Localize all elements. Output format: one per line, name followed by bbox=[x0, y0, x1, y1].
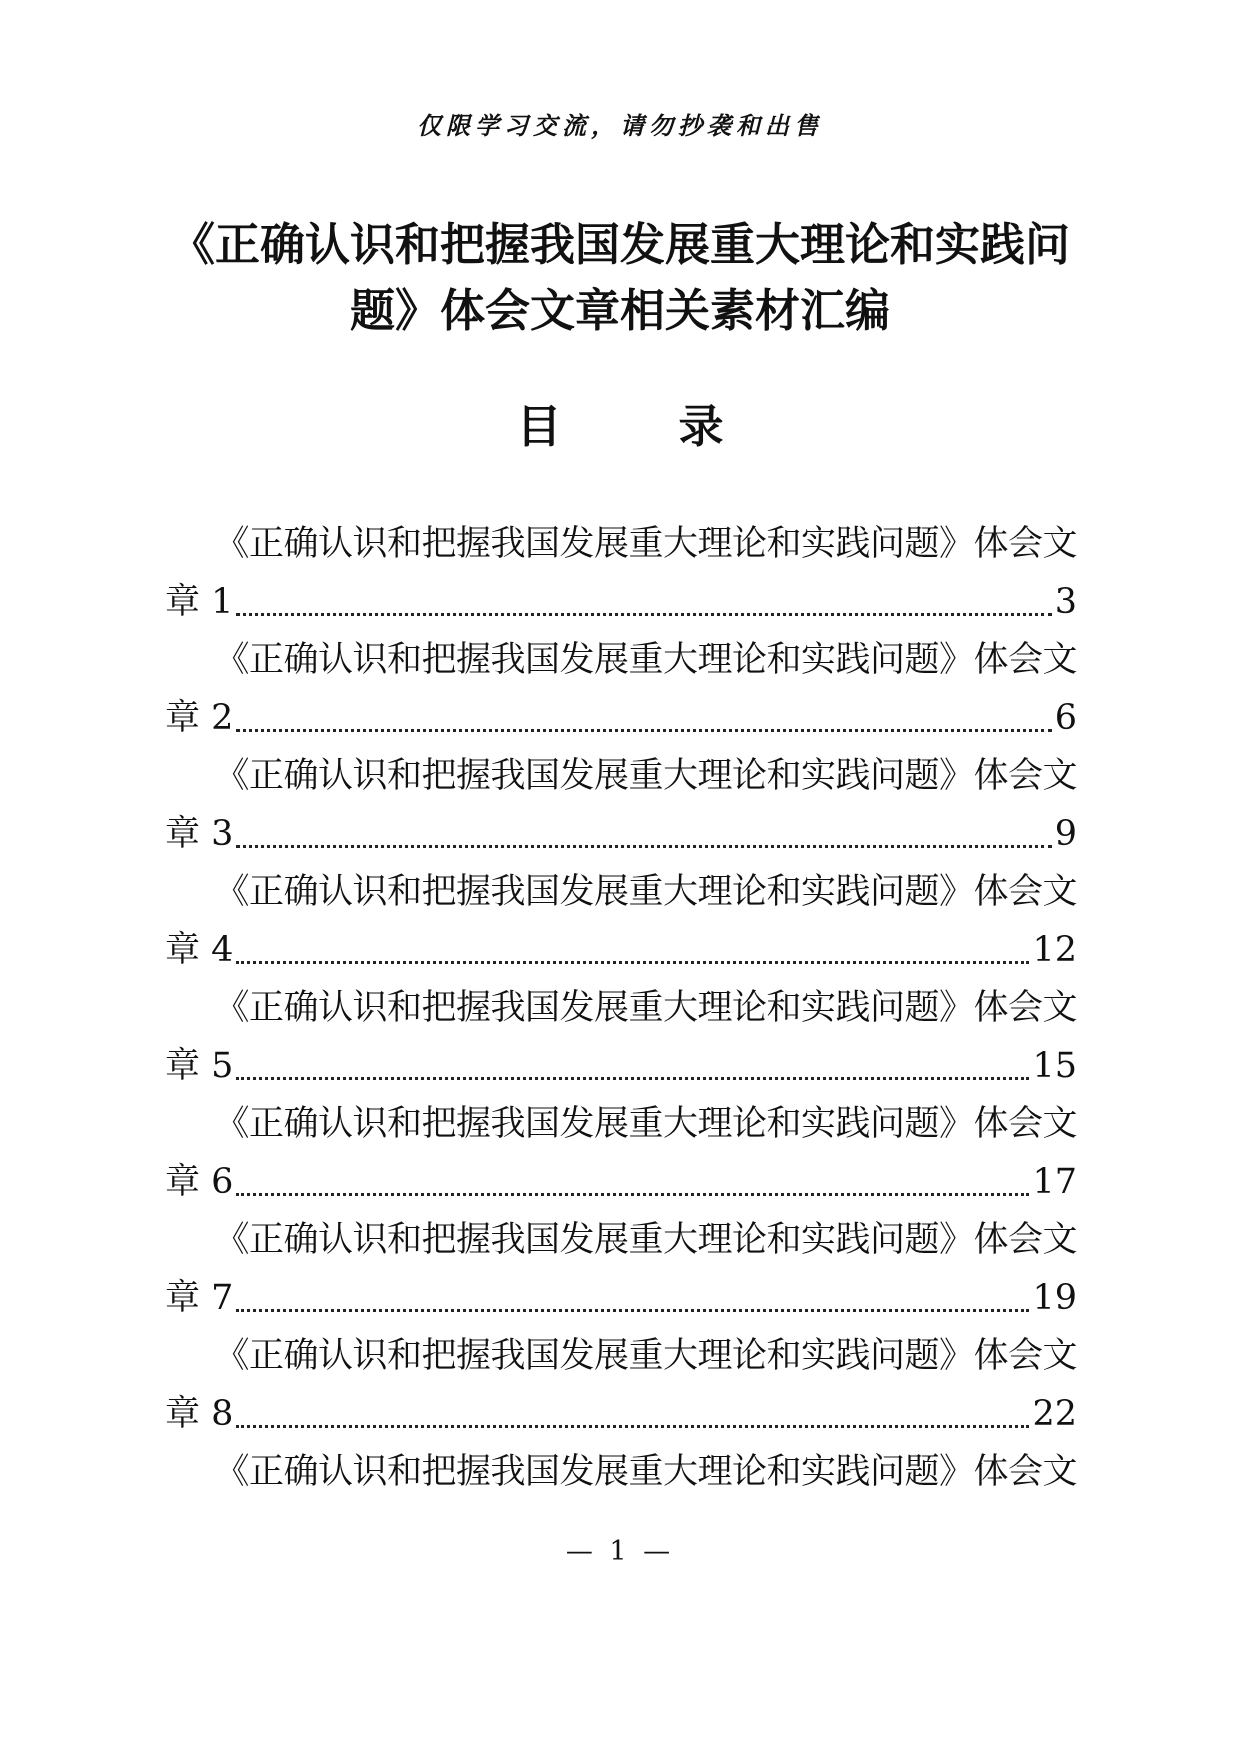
toc-entry-title: 《正确认识和把握我国发展重大理论和实践问题》体会文 bbox=[214, 1336, 1077, 1376]
toc-entry-leader-line bbox=[165, 689, 1077, 747]
toc-entry-page-number: 15 bbox=[1032, 1046, 1077, 1086]
dot-leader bbox=[236, 1424, 1029, 1428]
toc-entry-page-number: 12 bbox=[1032, 930, 1077, 970]
toc-entry-title: 《正确认识和把握我国发展重大理论和实践问题》体会文 bbox=[214, 1220, 1077, 1260]
toc-entry-leader-line bbox=[165, 1153, 1077, 1211]
dot-leader bbox=[236, 1192, 1029, 1196]
toc-entry[interactable] bbox=[165, 1211, 1077, 1327]
toc-entry-title: 《正确认识和把握我国发展重大理论和实践问题》体会文 bbox=[214, 1452, 1077, 1492]
dot-leader bbox=[236, 844, 1051, 848]
toc-entry-page-number: 6 bbox=[1054, 698, 1077, 738]
page-number: — 1 — bbox=[565, 1536, 675, 1567]
toc-entry[interactable] bbox=[165, 515, 1077, 631]
toc-entry-title: 《正确认识和把握我国发展重大理论和实践问题》体会文 bbox=[214, 756, 1077, 796]
toc-entry-page-number: 3 bbox=[1054, 582, 1077, 622]
toc-entry-leader-line bbox=[165, 1037, 1077, 1095]
toc-entry-chapter: 章 5 bbox=[165, 1046, 234, 1086]
dot-leader bbox=[236, 612, 1051, 616]
toc-entry-chapter: 章 8 bbox=[165, 1394, 234, 1434]
header-note: 仅限学习交流，请勿抄袭和出售 bbox=[417, 111, 823, 140]
toc-entry-page-number: 19 bbox=[1032, 1278, 1077, 1318]
toc-entry-chapter: 章 7 bbox=[165, 1278, 234, 1318]
toc-entry-chapter: 章 6 bbox=[165, 1162, 234, 1202]
toc-heading: 目 录 bbox=[516, 400, 760, 453]
toc-entry[interactable] bbox=[165, 1443, 1077, 1501]
toc-entry-leader-line bbox=[165, 573, 1077, 631]
document-title: 《正确认识和把握我国发展重大理论和实践问题》体会文章相关素材汇编 bbox=[169, 218, 1070, 337]
toc-entry-title: 《正确认识和把握我国发展重大理论和实践问题》体会文 bbox=[214, 1104, 1077, 1144]
toc-entry-title: 《正确认识和把握我国发展重大理论和实践问题》体会文 bbox=[214, 988, 1077, 1028]
toc-entry-leader-line bbox=[165, 1269, 1077, 1327]
toc-entry-page-number: 22 bbox=[1032, 1394, 1077, 1434]
dot-leader bbox=[236, 960, 1029, 964]
toc-entry-page-number: 17 bbox=[1032, 1162, 1077, 1202]
table-of-contents bbox=[165, 515, 1077, 1501]
toc-entry[interactable] bbox=[165, 1327, 1077, 1443]
toc-entry[interactable] bbox=[165, 979, 1077, 1095]
toc-entry-chapter: 章 3 bbox=[165, 814, 234, 854]
toc-entry[interactable] bbox=[165, 1095, 1077, 1211]
toc-entry[interactable] bbox=[165, 863, 1077, 979]
dot-leader bbox=[236, 728, 1051, 732]
toc-entry-leader-line bbox=[165, 805, 1077, 863]
toc-entry-title: 《正确认识和把握我国发展重大理论和实践问题》体会文 bbox=[214, 640, 1077, 680]
dot-leader bbox=[236, 1308, 1029, 1312]
toc-entry-page-number: 9 bbox=[1054, 814, 1077, 854]
dot-leader bbox=[236, 1076, 1029, 1080]
toc-entry[interactable] bbox=[165, 631, 1077, 747]
toc-entry-title: 《正确认识和把握我国发展重大理论和实践问题》体会文 bbox=[214, 524, 1077, 564]
toc-entry-leader-line bbox=[165, 921, 1077, 979]
toc-entry[interactable] bbox=[165, 747, 1077, 863]
toc-entry-chapter: 章 4 bbox=[165, 930, 234, 970]
toc-entry-chapter: 章 1 bbox=[165, 582, 234, 622]
toc-entry-leader-line bbox=[165, 1385, 1077, 1443]
toc-entry-chapter: 章 2 bbox=[165, 698, 234, 738]
toc-entry-title: 《正确认识和把握我国发展重大理论和实践问题》体会文 bbox=[214, 872, 1077, 912]
